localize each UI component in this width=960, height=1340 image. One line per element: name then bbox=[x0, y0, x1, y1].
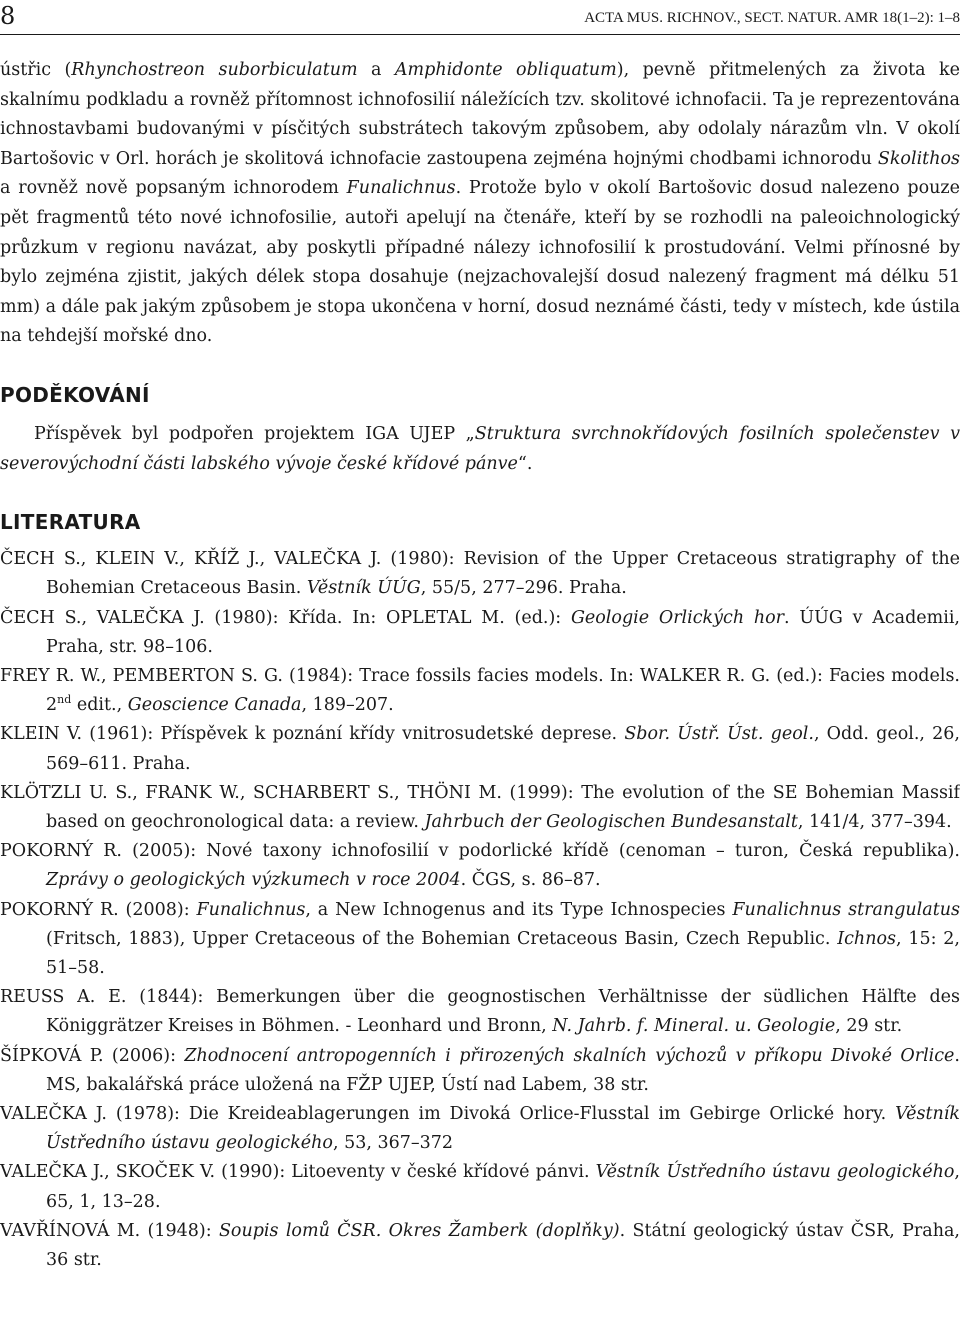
text-run: , 141/4, 377–394. bbox=[797, 811, 952, 832]
italic-text: Věstník ÚÚG bbox=[306, 578, 421, 599]
reference-item bbox=[0, 1100, 960, 1158]
acknowledgements-text bbox=[0, 420, 960, 479]
text-run: (Fritsch, 1883), Upper Cretaceous of the Bohemian Cretaceous Basin, Czech Republic. bbox=[46, 928, 838, 949]
page-number: 8 bbox=[0, 2, 16, 30]
italic-text: Věstník Ústředního ústavu geologického bbox=[595, 1162, 955, 1183]
italic-text: Geoscience Canada bbox=[127, 695, 302, 716]
text-run: , 29 str. bbox=[835, 1016, 903, 1037]
body-text bbox=[0, 56, 960, 352]
text-run: ústřic ( bbox=[0, 60, 72, 80]
italic-text: Sbor. Ústř. Úst. geol. bbox=[624, 724, 814, 745]
italic-text: Skolithos bbox=[877, 148, 960, 169]
reference-item bbox=[0, 662, 960, 720]
text-run: a bbox=[357, 60, 395, 80]
text-run: POKORNÝ R. (2005): Nové taxony ichnofosilií v podorlické křídě (cenoman – turon, Česká republika). bbox=[0, 841, 960, 862]
text-run: ŠÍPKOVÁ P. (2006): bbox=[0, 1045, 185, 1066]
text-run: REUSS A. E. (1844): Bemerkungen über die geognostischen Verhältnisse der südlichen Hälfte des Königgrätzer Kreises in Böhmen. - Leonhard und Bronn, bbox=[0, 987, 960, 1037]
italic-text: Struktura svrchnokřídových fosilních společenstev v severovýchodní části labského vývoje české křídové pánve bbox=[0, 423, 960, 474]
reference-item bbox=[0, 837, 960, 895]
italic-text: Funalichnus bbox=[346, 178, 456, 199]
text-run: , 189–207. bbox=[301, 695, 394, 716]
reference-item bbox=[0, 720, 960, 778]
text-run: , 53, 367–372 bbox=[332, 1133, 454, 1154]
reference-item bbox=[0, 896, 960, 984]
reference-item bbox=[0, 983, 960, 1041]
italic-text: Zhodnocení antropogenních i přirozených skalních výchozů v příkopu Divoké Orlice bbox=[184, 1045, 955, 1066]
text-run: ČECH S., KLEIN V., KŘÍŽ J., VALEČKA J. (1980): Revision of the Upper Cretaceous stratigraphy of the Bohemian Cretaceous Basin. bbox=[0, 549, 960, 599]
running-header bbox=[0, 0, 960, 35]
text-run: , 15: 2, 51–58. bbox=[46, 928, 960, 978]
text-run: edit., bbox=[71, 695, 128, 716]
acknowledgements-heading: PODĚKOVÁNÍ bbox=[0, 382, 150, 407]
reference-item bbox=[0, 1042, 960, 1100]
text-run: “. bbox=[517, 453, 533, 474]
reference-item bbox=[0, 604, 960, 662]
text-run: , 55/5, 277–296. Praha. bbox=[420, 578, 627, 599]
text-run: . Protože bylo v okolí Bartošovic dosud nalezeno pouze pět fragmentů této nové ichnofosilie, autoři apelují na čtenáře, kteří by se rozhodli na paleoichnologický průzkum v regionu navázat, aby poskytli případné nálezy ichnofosilií k prostudování. Velmi přínosné by bylo zejména zjistit, jakých délek stopa dosahuje (nejzachovalejší dosud nalezený fragment má délku 51 mm) a dále pak jakým způsobem je stopa ukončena v horní, dosud neznámé části, tedy v místech, kde ústila na tehdejší mořské dno. bbox=[0, 178, 960, 347]
reference-list bbox=[0, 545, 960, 1275]
reference-item bbox=[0, 1158, 960, 1216]
text-run: Příspěvek byl podpořen projektem IGA UJEP „ bbox=[34, 423, 475, 444]
reference-item bbox=[0, 545, 960, 603]
italic-text: Zprávy o geologických výzkumech v roce 2004 bbox=[46, 870, 461, 891]
literature-heading: LITERATURA bbox=[0, 510, 141, 535]
text-run: . ÚÚG v Academii, Praha, str. 98–106. bbox=[46, 607, 960, 657]
text-run: . ČGS, s. 86–87. bbox=[460, 870, 601, 891]
italic-text: Rhynchostreon suborbiculatum bbox=[71, 60, 358, 80]
text-run: , Odd. geol., 26, 569–611. Praha. bbox=[46, 724, 960, 774]
text-run: POKORNÝ R. (2008): bbox=[0, 899, 197, 920]
text-run: VALEČKA J., SKOČEK V. (1990): Litoeventy v české křídové pánvi. bbox=[0, 1162, 596, 1183]
journal-running-head: ACTA MUS. RICHNOV., SECT. NATUR. AMR 18(1–2): 1–8 bbox=[584, 10, 960, 26]
text-run: ), pevně přitmelených za života ke skalnímu podkladu a rovněž přítomnost ichnofosilií náležících tzv. skolitové ichnofacii. Ta je reprezentována ichnostavbami budovanými v písčitých substrátech takovým způsobem, aby odolaly nárazům vln. V okolí Bartošovic v Orl. horách je skolitová ichnofacie zastoupena zejména hojnými chodbami ichnorodu bbox=[0, 60, 960, 169]
italic-text: Soupis lomů ČSR. Okres Žamberk (doplňky) bbox=[218, 1220, 620, 1241]
text-run: VALEČKA J. (1978): Die Kreideablagerungen im Divoká Orlice-Flusstal im Gebirge Orlické hory. bbox=[0, 1103, 896, 1124]
text-run: , 65, 1, 13–28. bbox=[46, 1162, 960, 1212]
text-run: . Státní geologický ústav ČSR, Praha, 36 str. bbox=[46, 1220, 960, 1270]
text-run: KLEIN V. (1961): Příspěvek k poznání křídy vnitrosudetské deprese. bbox=[0, 724, 625, 745]
text-run: . MS, bakalářská práce uložená na FŽP UJEP, Ústí nad Labem, 38 str. bbox=[46, 1045, 960, 1095]
body-paragraph bbox=[0, 56, 960, 352]
page-content bbox=[0, 56, 960, 1275]
italic-text: N. Jahrb. f. Mineral. u. Geologie bbox=[552, 1016, 836, 1037]
text-run: KLÖTZLI U. S., FRANK W., SCHARBERT S., THÖNI M. (1999): The evolution of the SE Bohemian Massif based on geochronological data: a review. bbox=[0, 782, 960, 832]
reference-item bbox=[0, 1217, 960, 1275]
reference-item bbox=[0, 779, 960, 837]
italic-text: Ichnos bbox=[837, 928, 896, 949]
italic-text: Věstník Ústředního ústavu geologického bbox=[46, 1103, 960, 1154]
italic-text: Geologie Orlických hor bbox=[570, 607, 785, 628]
text-run: , a New Ichnogenus and its Type Ichnospecies bbox=[305, 899, 733, 920]
italic-text: Funalichnus bbox=[196, 899, 306, 920]
italic-text: Amphidonte obliquatum bbox=[394, 60, 617, 80]
text-run: ČECH S., VALEČKA J. (1980): Křída. In: OPLETAL M. (ed.): bbox=[0, 607, 571, 628]
text-run: a rovněž nově popsaným ichnorodem bbox=[0, 178, 347, 199]
superscript-text: nd bbox=[57, 693, 72, 707]
text-run: FREY R. W., PEMBERTON S. G. (1984): Trace fossils facies models. In: WALKER R. G. (ed.): Facies models. 2 bbox=[0, 665, 960, 716]
italic-text: Funalichnus strangulatus bbox=[732, 899, 960, 920]
italic-text: Jahrbuch der Geologischen Bundesanstalt bbox=[424, 811, 798, 832]
text-run: VAVŘÍNOVÁ M. (1948): bbox=[0, 1220, 219, 1241]
